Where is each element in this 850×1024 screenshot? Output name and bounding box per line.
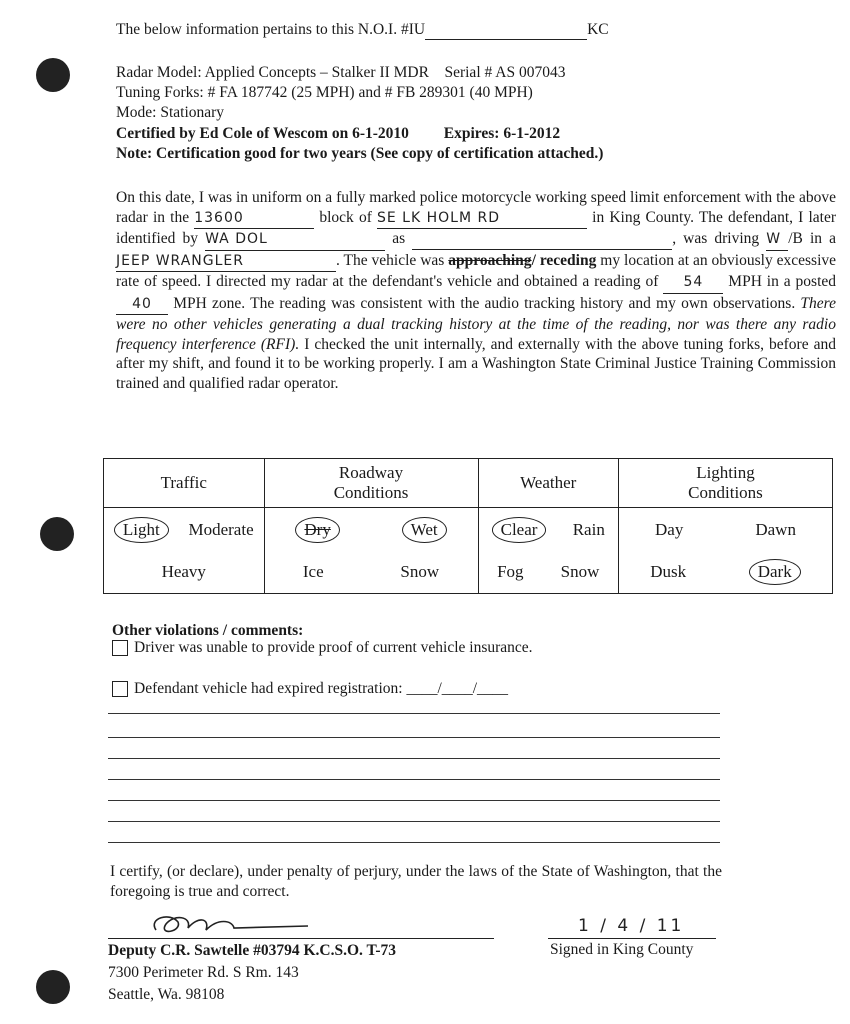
signed-date: 1 / 4 / 11 [578, 916, 685, 936]
header-lighting: Lighting Conditions [618, 459, 832, 508]
comment-line-1 [108, 713, 720, 714]
weather-snow: Snow [560, 561, 600, 581]
weather-fog: Fog [497, 561, 524, 581]
insurance-checkbox[interactable] [112, 640, 128, 656]
violations-title: Other violations / comments: [112, 622, 304, 639]
direction-field: W [766, 230, 788, 251]
block-field: 13600 [194, 209, 314, 230]
registration-checkbox[interactable] [112, 681, 128, 697]
roadway-ice: Ice [302, 561, 324, 581]
punch-hole-middle [40, 517, 74, 551]
signed-date-line [548, 938, 716, 939]
identification-field: WA DOL [205, 230, 385, 251]
radar-mode: Mode: Stationary [116, 104, 225, 121]
radar-model: Radar Model: Applied Concepts – Stalker II MDR Serial # AS 007043 [116, 64, 566, 81]
limit-field: 40 [116, 295, 168, 316]
officer-address-1: 7300 Perimeter Rd. S Rm. 143 [108, 964, 299, 981]
registration-date-field: ____/____/____ [406, 680, 509, 697]
insurance-label: Driver was unable to provide proof of current vehicle insurance. [134, 639, 533, 656]
rfi-statement: There were no other vehicles generating a dual tracking history at the time of the reading, nor was there any radio frequency interference (RFI). [116, 294, 837, 353]
roadway-cell [264, 508, 478, 594]
comment-line-7 [108, 842, 720, 843]
traffic-light: Light [114, 517, 169, 543]
weather-cell [478, 508, 618, 594]
traffic-cell [104, 508, 265, 594]
noi-number-field [425, 20, 587, 40]
defendant-name-field [412, 229, 672, 250]
narrative-paragraph: On this date, I was in uniform on a fully marked police motorcycle working speed limit enforcement with the above radar in the 13600 block of SE LK HOLM RD in King County. The defendant, I later identified by WA DOL as , was driving W /B in a JEEP WRANGLER . The vehicle was approaching/ receding my location at an obviously excessive rate of speed. I directed my radar at the defendant's vehicle and obtained a reading of 54 MPH in a posted 40 MPH zone. The reading was consistent with the audio tracking history and my own observations. There were no other vehicles generating a dual tracking history at the time of the reading, nor was there any radio frequency interference (RFI). I checked the unit internally, and externally with the above tuning forks, before and after my shift, and found it to be working properly. I am a Washington State Criminal Justice Training Commission trained and qualified radar operator. [116, 189, 837, 392]
roadway-dry: Dry [295, 517, 339, 543]
street-field: SE LK HOLM RD [377, 209, 587, 230]
traffic-heavy: Heavy [161, 561, 206, 581]
noi-suffix: KC [587, 21, 609, 38]
registration-label: Defendant vehicle had expired registration: [134, 680, 403, 697]
weather-rain: Rain [572, 519, 605, 539]
traffic-moderate: Moderate [188, 519, 254, 539]
perjury-statement: I certify, (or declare), under penalty of perjury, under the laws of the State of Washington, that the foregoing is true and correct. [110, 863, 722, 900]
approaching-option: approaching [448, 251, 532, 269]
header-traffic: Traffic [104, 459, 265, 508]
noi-prefix: The below information pertains to this N.O.I. #IU [116, 21, 426, 38]
vehicle-field: JEEP WRANGLER [116, 252, 336, 273]
comment-line-3 [108, 758, 720, 759]
noi-line [116, 20, 609, 40]
speed-field: 54 [663, 273, 723, 294]
comment-line-4 [108, 779, 720, 780]
header-roadway: Roadway Conditions [264, 459, 478, 508]
certification-note: Note: Certification good for two years (See copy of certification attached.) [116, 145, 604, 162]
tuning-forks: Tuning Forks: # FA 187742 (25 MPH) and # FB 289301 (40 MPH) [116, 84, 533, 101]
conditions-table [103, 458, 833, 594]
punch-hole-top [36, 58, 70, 92]
weather-clear: Clear [492, 517, 547, 543]
certification-line: Certified by Ed Cole of Wescom on 6-1-2010 Expires: 6-1-2012 [116, 125, 561, 142]
officer-name: Deputy C.R. Sawtelle #03794 K.C.S.O. T-73 [108, 942, 397, 959]
comment-line-2 [108, 737, 720, 738]
lighting-dawn: Dawn [755, 519, 796, 539]
officer-signature-line [108, 938, 494, 939]
signed-in-county: Signed in King County [550, 941, 694, 958]
receding-option: receding [539, 251, 597, 269]
registration-item [112, 679, 508, 698]
lighting-cell [618, 508, 832, 594]
roadway-wet: Wet [402, 517, 447, 543]
lighting-dark: Dark [749, 559, 801, 585]
expires: Expires: 6-1-2012 [443, 125, 561, 142]
officer-address-2: Seattle, Wa. 98108 [108, 986, 225, 1003]
comment-line-6 [108, 821, 720, 822]
comment-line-5 [108, 800, 720, 801]
officer-signature [148, 908, 318, 942]
punch-hole-bottom [36, 970, 70, 1004]
lighting-dusk: Dusk [650, 561, 687, 581]
header-weather: Weather [478, 459, 618, 508]
lighting-day: Day [655, 519, 684, 539]
insurance-item [112, 638, 533, 657]
roadway-snow: Snow [400, 561, 440, 581]
radar-serial: Serial # AS 007043 [444, 64, 566, 81]
